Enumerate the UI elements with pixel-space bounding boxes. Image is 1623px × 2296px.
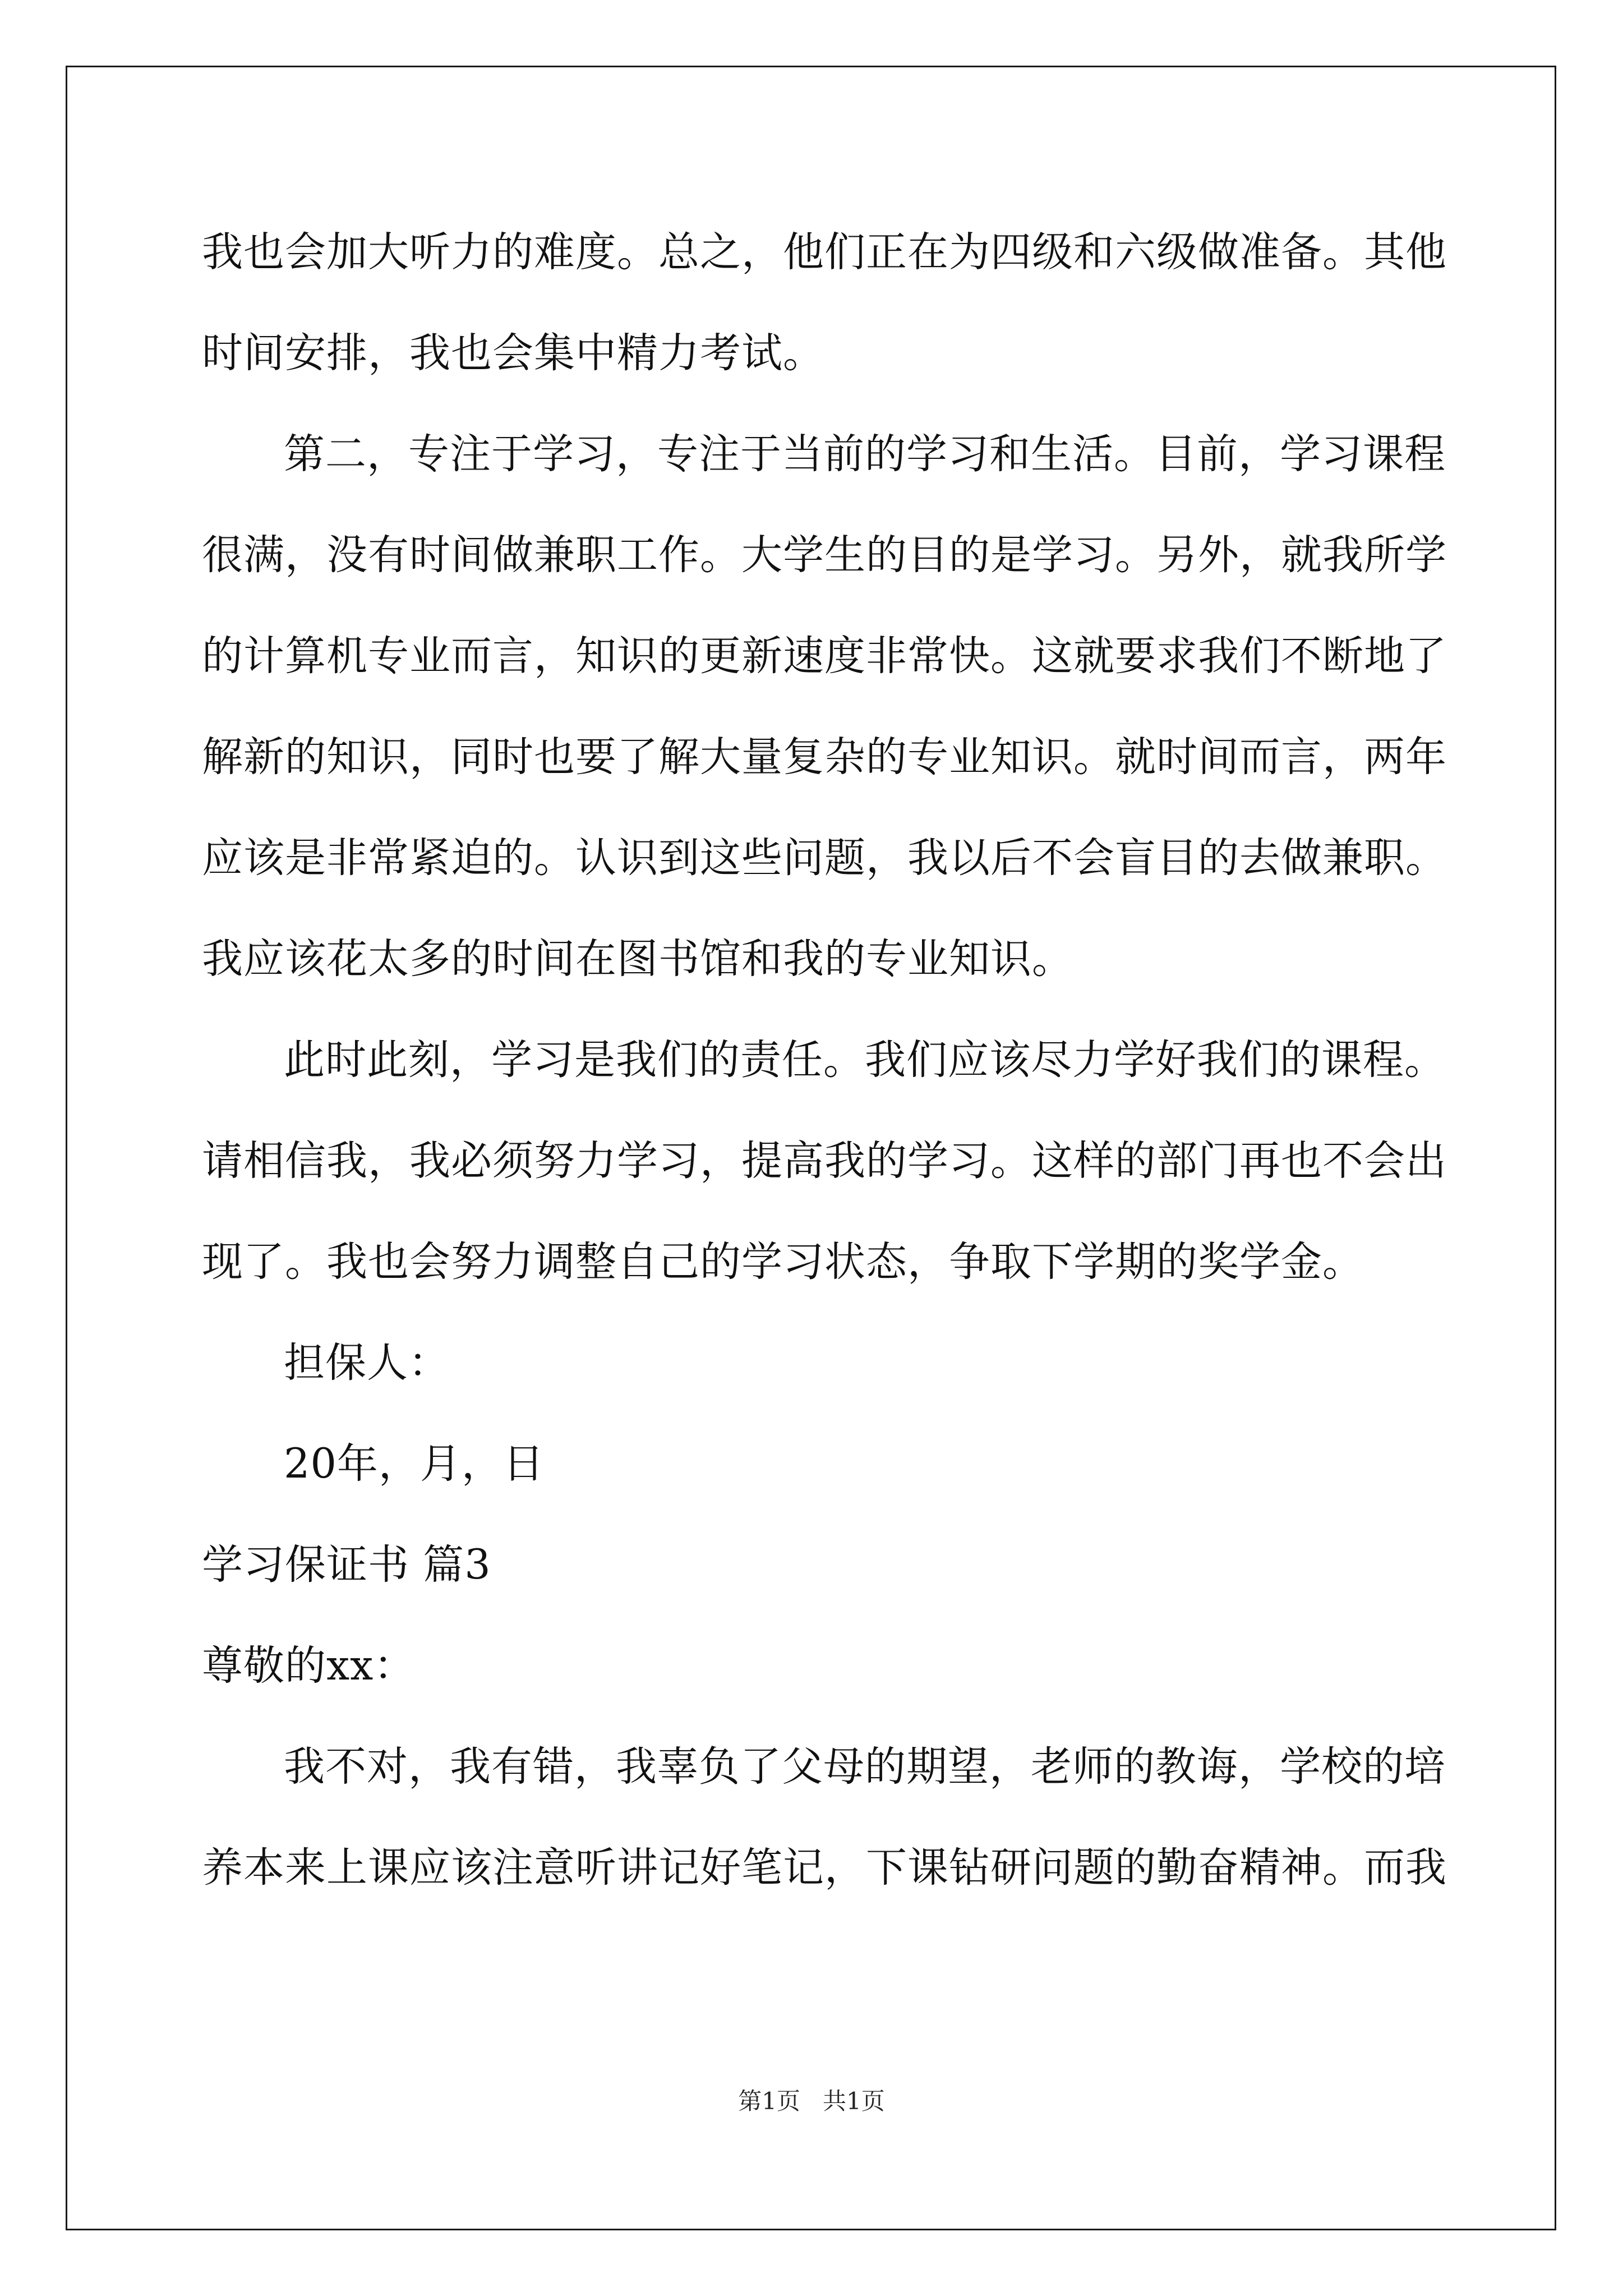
text-line: 解新的知识，同时也要了解大量复杂的专业知识。就时间而言，两年 — [202, 733, 1447, 781]
text-line: 时间安排，我也会集中精力考试。 — [202, 329, 824, 377]
text-line: 我也会加大听力的难度。总之，他们正在为四级和六级做准备。其他 — [202, 228, 1447, 276]
guarantor-label: 担保人： — [284, 1339, 450, 1387]
text-line: 我应该花太多的时间在图书馆和我的专业知识。 — [202, 935, 1073, 983]
section-heading: 学习保证书 篇3 — [202, 1541, 491, 1589]
text-line: 应该是非常紧迫的。认识到这些问题，我以后不会盲目的去做兼职。 — [202, 834, 1447, 882]
text-line: 养本来上课应该注意听讲记好笔记，下课钻研问题的勤奋精神。而我 — [202, 1844, 1447, 1892]
text-line: 很满，没有时间做兼职工作。大学生的目的是学习。另外，就我所学 — [202, 531, 1447, 579]
page-number: 第1页 共1页 — [738, 2087, 885, 2115]
text-line: 的计算机专业而言，知识的更新速度非常快。这就要求我们不断地了 — [202, 632, 1447, 680]
paragraph-start-line: 我不对，我有错，我辜负了父母的期望，老师的教诲，学校的培 — [284, 1743, 1446, 1791]
date-line: 20年，月，日 — [284, 1440, 545, 1488]
text-line: 请相信我，我必须努力学习，提高我的学习。这样的部门再也不会出 — [202, 1137, 1447, 1185]
salutation: 尊敬的xx： — [202, 1642, 416, 1690]
paragraph-start-line: 第二，专注于学习，专注于当前的学习和生活。目前，学习课程 — [284, 430, 1446, 478]
text-line: 现了。我也会努力调整自己的学习状态，争取下学期的奖学金。 — [202, 1238, 1364, 1286]
paragraph-start-line: 此时此刻，学习是我们的责任。我们应该尽力学好我们的课程。 — [284, 1036, 1446, 1084]
